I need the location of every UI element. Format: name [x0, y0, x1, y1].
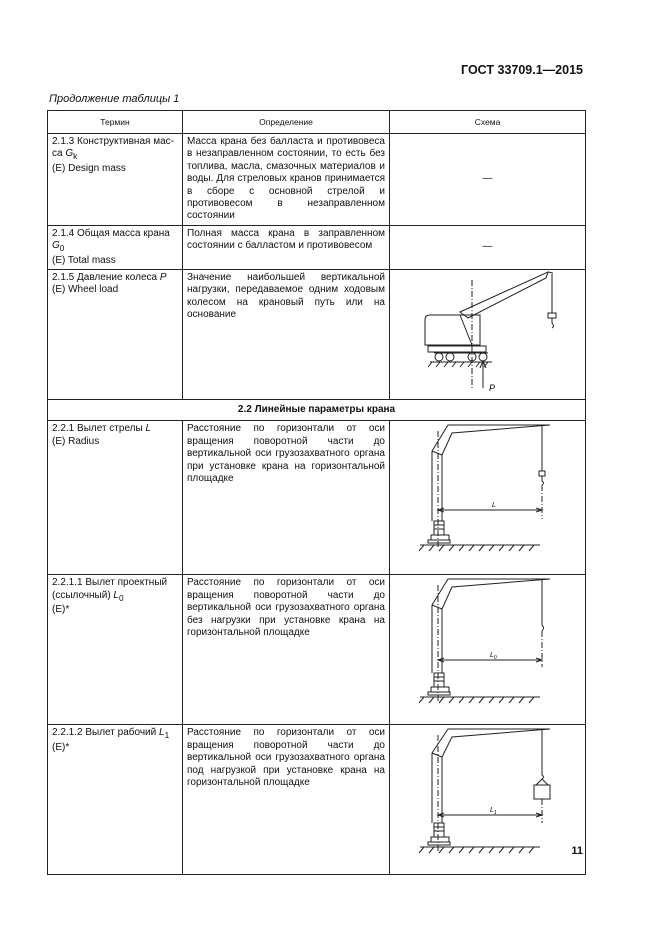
definition-cell: Расстояние по горизонтали от оси вращения поворотной части до вертикальной оси грузозахватного органа при установке крана на горизонтальной площадке [183, 421, 390, 575]
term-english: (E) Wheel load [52, 284, 119, 296]
table-row [48, 575, 586, 725]
term-english: (E) Design mass [52, 162, 126, 174]
schema-cell [390, 575, 586, 725]
term-symbol: L [159, 727, 165, 739]
term-english: (E)* [52, 741, 70, 753]
term-text: 2.2.1.2 Вылет рабочий [52, 727, 159, 739]
definition-cell: Полная масса крана в заправленном состоянии с балластом и противовесом [183, 225, 390, 269]
schema-cell [390, 270, 586, 400]
term-text: (ссылочный) [52, 589, 114, 601]
load-label: P [489, 383, 496, 394]
term-symbol: L [145, 423, 152, 435]
working-radius-label: $L_1$ [490, 807, 497, 817]
term-text: 2.1.3 Конструктивная мас- [52, 136, 174, 147]
term-english: (E)* [52, 604, 70, 616]
term-cell [48, 270, 183, 400]
table-row [48, 134, 586, 226]
schema-cell: — [390, 134, 586, 226]
term-subscript: 0 [118, 592, 124, 603]
term-cell [48, 225, 183, 269]
term-text: 2.2.1 Вылет стрелы [52, 423, 146, 435]
term-cell [48, 725, 183, 875]
table-header-row [48, 111, 586, 134]
definition-cell: Масса крана без балласта и противовеса в незаправленном состоянии, то есть без топлива, масла, смазочных материалов и воды. Для стреловых кранов принимается в сборе с основной стрелой и противовесом в незаправленном состоянии [183, 134, 390, 226]
header-term: Термин [48, 111, 183, 134]
page-number: 11 [571, 845, 583, 857]
radius-diagram [390, 421, 586, 571]
wheel-load-diagram [390, 270, 586, 398]
table-row [48, 225, 586, 269]
design-radius-label: $L_0$ [490, 652, 497, 662]
term-cell [48, 134, 183, 226]
table-caption: Продолжение таблицы 1 [49, 93, 180, 105]
schema-cell [390, 725, 586, 875]
table-row [48, 270, 586, 400]
term-cell [48, 575, 183, 725]
term-english: (E) Total mass [52, 254, 116, 266]
header-schema: Схема [390, 111, 586, 134]
term-subscript: 1 [164, 730, 170, 741]
definition-cell: Расстояние по горизонтали от оси вращения поворотной части до вертикальной оси грузозахватного органа без нагрузки при установке крана на горизонтальной площадке [183, 575, 390, 725]
term-symbol: P [159, 272, 167, 284]
term-subscript: k [73, 151, 78, 162]
term-cell [48, 421, 183, 575]
term-symbol: L [113, 589, 119, 601]
term-text: са [52, 148, 66, 160]
design-radius-diagram [390, 575, 586, 721]
schema-cell: — [390, 225, 586, 269]
standard-designation: ГОСТ 33709.1—2015 [461, 63, 583, 77]
section-title: 2.2 Линейные параметры крана [48, 400, 586, 421]
definition-cell: Значение наибольшей вертикальной нагрузки, передаваемое одним ходовым колесом на крановый путь или на основание [183, 270, 390, 400]
term-english: (E) Radius [52, 435, 100, 447]
terms-table [47, 110, 586, 875]
term-text: 2.2.1.1 Вылет проектный [52, 577, 168, 589]
working-radius-diagram [390, 725, 586, 869]
header-definition: Определение [183, 111, 390, 134]
term-subscript: 0 [59, 243, 65, 254]
term-text: 2.1.5 Давление колеса [52, 272, 160, 284]
radius-label: L [492, 502, 496, 510]
schema-cell [390, 421, 586, 575]
term-symbol: G [65, 148, 74, 160]
term-text: 2.1.4 Общая масса крана [52, 227, 170, 239]
definition-cell: Расстояние по горизонтали от оси вращения поворотной части до вертикальной оси грузозахватного органа под нагрузкой при установке крана на горизонтальной площадке [183, 725, 390, 875]
table-row [48, 421, 586, 575]
term-symbol: G [52, 240, 60, 252]
section-row [48, 400, 586, 421]
table-row [48, 725, 586, 875]
